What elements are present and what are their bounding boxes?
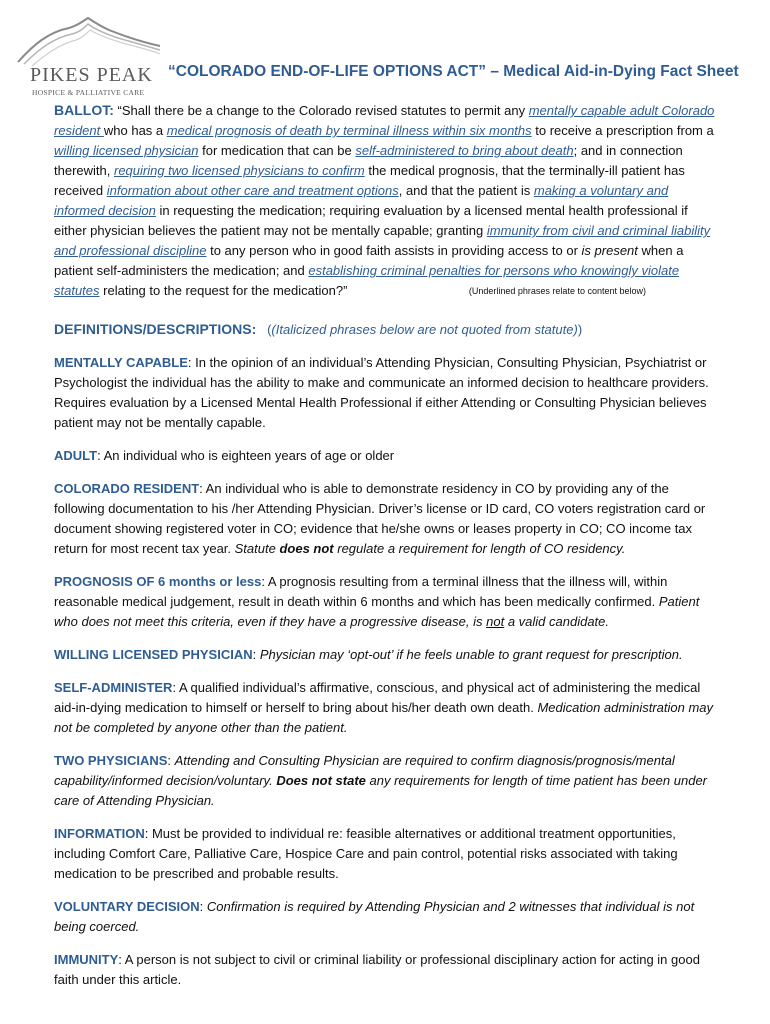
willing-physician-heading: WILLING LICENSED PHYSICIAN (54, 647, 253, 662)
page-title: “COLORADO END-OF-LIFE OPTIONS ACT” – Medical Aid-in-Dying Fact Sheet (168, 63, 739, 80)
ballot-text-2: who has a (103, 123, 167, 138)
definition-prognosis (54, 572, 716, 632)
immunity-heading: IMMUNITY (54, 952, 119, 967)
definition-two-physicians (54, 751, 716, 811)
ballot-link-two-physicians: requiring two licensed physicians to confirm (113, 163, 365, 178)
mentally-capable-heading: MENTALLY CAPABLE (54, 355, 188, 370)
two-physicians-colon: : (167, 753, 175, 768)
voluntary-heading: VOLUNTARY DECISION (54, 899, 200, 914)
ballot-text-5: ; and in connection therewith, (54, 143, 683, 178)
logo (14, 14, 164, 97)
ballot-text-11: relating to the request for the medication?” (99, 283, 348, 298)
two-physicians-bold: Does not state (276, 773, 366, 788)
information-text: : Must be provided to individual re: feasible alternatives or additional treatment opportunities, including Comfort Care, Palliative Care, Hospice Care and pain control, potential risks associated with taking medication to be prescribed and probable results. (54, 826, 678, 881)
definitions-note: (Italicized phrases below are not quoted from statute) (271, 322, 578, 337)
ballot-paragraph (54, 100, 716, 301)
self-administer-italic: Medication administration may not be completed by anyone other than the patient. (54, 700, 714, 735)
ballot-link-penalties: establishing criminal penalties for persons who knowingly violate statutes (54, 263, 680, 298)
prognosis-italic-2: a valid candidate. (504, 614, 609, 629)
prognosis-italic-1: Patient who does not meet this criteria, even if they have a progressive disease, is (54, 594, 700, 629)
logo-name: PIKES PEAK (30, 64, 153, 86)
definition-colorado-resident (54, 479, 716, 559)
ballot-text-6: the medical prognosis, that the terminally-ill patient has received (54, 163, 685, 198)
colorado-resident-heading: COLORADO RESIDENT (54, 481, 200, 496)
definition-information (54, 824, 716, 884)
ballot-italic-present: is present (581, 243, 638, 258)
definition-immunity (54, 950, 716, 990)
immunity-text: : A person is not subject to civil or criminal liability or professional disciplinary action for acting in good faith under this article. (54, 952, 700, 987)
adult-heading: ADULT (54, 448, 98, 463)
two-physicians-italic-1: Attending and Consulting Physician are required to confirm diagnosis/prognosis/mental capability/informed decision/voluntary. (54, 753, 675, 788)
definition-self-administer (54, 678, 716, 738)
self-administer-heading: SELF-ADMINISTER (54, 680, 173, 695)
definition-adult (54, 446, 716, 466)
ballot-link-mentally-capable: mentally capable adult Colorado resident (54, 103, 715, 138)
definitions-heading: DEFINITIONS/DESCRIPTIONS: (54, 321, 257, 337)
prognosis-underline: not (486, 614, 505, 629)
colorado-resident-italic-1: Statute (234, 541, 280, 556)
definition-voluntary-decision (54, 897, 716, 937)
colorado-resident-bold: does not (279, 541, 334, 556)
two-physicians-heading: TWO PHYSICIANS (54, 753, 168, 768)
ballot-text-3: to receive a prescription from a (531, 123, 714, 138)
mentally-capable-text: : In the opinion of an individual’s Attending Physician, Consulting Physician, Psychiatrist or Psychologist the individual has the ability to make and communicate an informed decision to healthcare providers. Requires evaluation by a Licensed Mental Health Professional if either Attending or Consulting Physician believes patient may not be mentally capable. (54, 355, 709, 430)
colorado-resident-italic-2: regulate a requirement for length of CO residency. (333, 541, 626, 556)
two-physicians-italic-2: any requirements for length of time patient has been under care of Attending Physician. (54, 773, 708, 808)
ballot-text-10: when a patient self-administers the medication; and (54, 243, 684, 278)
definition-mentally-capable (54, 353, 716, 433)
ballot-heading: BALLOT: (54, 102, 114, 118)
ballot-text-8: in requesting the medication; requiring evaluation by a licensed mental health professional if either physician believes the patient may not be mentally capable; granting (54, 203, 688, 238)
ballot-text-9: to any person who in good faith assists in providing access to or (206, 243, 582, 258)
willing-physician-italic: Physician may ‘opt-out’ if he feels unable to grant request for prescription. (259, 647, 683, 662)
prognosis-text: : A prognosis resulting from a terminal illness that the illness will, within reasonable medical judgement, result in death within 6 months and which has been medically confirmed. (54, 574, 668, 609)
ballot-link-information: information about other care and treatment options (106, 183, 399, 198)
ballot-note: (Underlined phrases relate to content below) (468, 286, 646, 296)
ballot-link-voluntary: making a voluntary and informed decision (54, 183, 669, 218)
voluntary-colon: : (199, 899, 207, 914)
prognosis-heading: PROGNOSIS OF 6 months or less (54, 574, 262, 589)
voluntary-italic: Confirmation is required by Attending Physician and 2 witnesses that individual is not being coerced. (54, 899, 695, 934)
definitions-heading-line: DEFINITIONS/DESCRIPTIONS: ((Italicized phrases below are not quoted from statute)) (54, 321, 583, 337)
adult-text: : An individual who is eighteen years of age or older (97, 448, 395, 463)
logo-subtitle: HOSPICE & PALLIATIVE CARE (32, 88, 145, 97)
willing-physician-colon: : (252, 647, 260, 662)
ballot-text-7: , and that the patient is (398, 183, 534, 198)
ballot-link-self-administered: self-administered to bring about death (355, 143, 574, 158)
ballot-link-immunity: immunity from civil and criminal liability and professional discipline (54, 223, 711, 258)
ballot-link-prognosis: medical prognosis of death by terminal illness within six months (166, 123, 532, 138)
ballot-text-1: “Shall there be a change to the Colorado revised statutes to permit any (113, 103, 529, 118)
colorado-resident-text: : An individual who is able to demonstrate residency in CO by providing any of the following documentation to his /her Attending Physician. Driver’s license or ID card, CO voters registration card or document showing registered voter in CO; evidence that he/she owns or leases property in CO; CO income tax return for most recent tax year. (54, 481, 706, 556)
ballot-text-4: for medication that can be (198, 143, 356, 158)
self-administer-text: : A qualified individual’s affirmative, conscious, and physical act of administering the medical aid-in-dying medication to himself or herself to bring about his/her death own death. (54, 680, 701, 715)
document-body (54, 100, 716, 1003)
ballot-link-willing-physician: willing licensed physician (54, 143, 199, 158)
definition-willing-physician (54, 645, 716, 665)
information-heading: INFORMATION (54, 826, 145, 841)
